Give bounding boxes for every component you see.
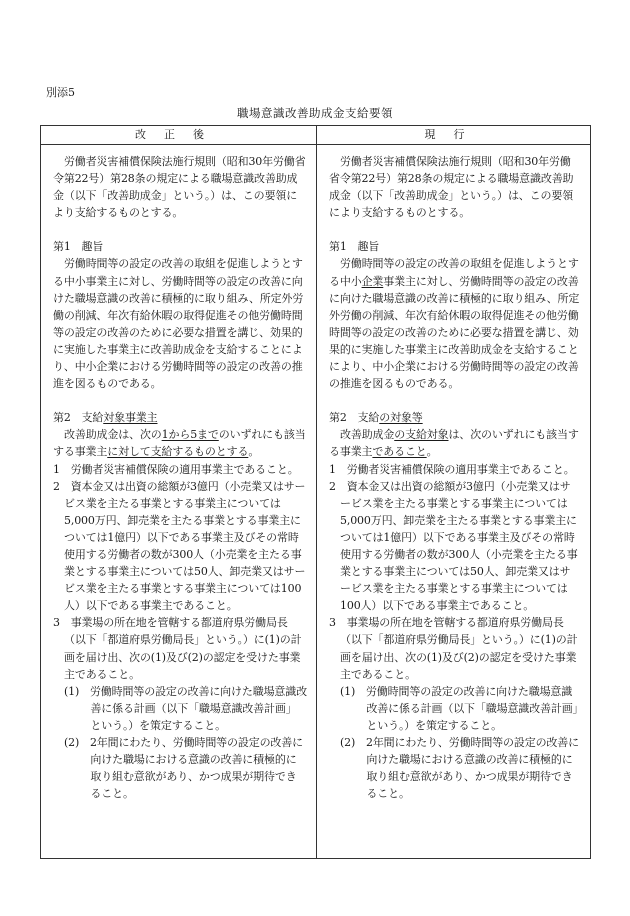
current-section1-body: 労働時間等の設定の改善の取組を促進しようとする中小企業事業主に対し、労働時間等の設定の改善に向けた職場意識の改善に積極的に取り組み、所定外労働の削減、年次有給休暇の取得促進その他労働時間等の設定の改善のために必要な措置を講じ、効果的に実施した事業主に改善助成金を支給することにより、中小企業における労働時間等の設定の改善の推進を図るものである。: [329, 257, 580, 391]
revised-item-1: 1 労働者災害補償保険の適用事業主であること。: [53, 462, 299, 476]
current-intro: 労働者災害補償保険法施行規則（昭和30年労働省令第22号）第28条の規定による職場意識改善助成金（以下「改善助成金」という。）は、この要領により支給するものとする。: [329, 155, 574, 220]
revised-column: [41, 145, 317, 859]
current-section2-heading: 第2 支給の対象等: [329, 411, 423, 425]
revised-column-header: 改正後: [41, 126, 317, 145]
revised-section2-heading: 第2 支給対象事業主: [53, 411, 158, 425]
current-subitem-1: (1) 労働時間等の設定の改善に向けた職場意識改善に係る計画（以下「職場意識改善計画」という。）を策定すること。: [340, 684, 578, 732]
revised-section1-heading: 第1 趣旨: [53, 240, 104, 254]
revised-item-3: 3 事業場の所在地を管轄する都道府県労働局長（以下「都道府県労働局長」という。）に(1)の計画を届け出、次の(1)及び(2)の認定を受けた事業主であること。: [53, 616, 302, 681]
revised-subitem-2: (2) 2年間にわたり、労働時間等の設定の改善に向けた職場における意識の改善に積極的に取り組む意欲があり、かつ成果が期待できること。: [64, 736, 303, 801]
revised-intro: 労働者災害補償保険法施行規則（昭和30年労働省令第22号）第28条の規定による職場意識改善助成金（以下「改善助成金」という。）は、この要領により支給するものとする。: [53, 155, 306, 220]
document-title: 職場意識改善助成金支給要領: [237, 106, 393, 120]
current-column-header: 現行: [317, 126, 591, 145]
current-section1-heading: 第1 趣旨: [329, 240, 380, 254]
current-item-1: 1 労働者災害補償保険の適用事業主であること。: [329, 462, 575, 476]
revised-section2-body: 改善助成金は、次の1から5までのいずれにも該当する事業主に対して支給するものとする。: [53, 428, 306, 459]
current-column: [317, 145, 591, 859]
current-section2-body: 改善助成金の支給対象は、次のいずれにも該当する事業主であること。: [329, 428, 579, 459]
revised-subitem-1: (1) 労働時間等の設定の改善に向けた職場意識改善に係る計画（以下「職場意識改善計画」という。）を策定すること。: [64, 684, 307, 732]
attachment-label: 別添5: [46, 86, 75, 99]
current-item-2: 2 資本金又は出資の総額が3億円（小売業又はサービス業を主たる事業とする事業主については5,000万円、卸売業を主たる事業とする事業主については1億円）以下である事業主及びその常時使用する労働者の数が300人（小売業を主たる事業とする事業主については50人、卸売業又はサービス業を主たる事業とする事業主については100人）以下である事業主であること。: [329, 479, 578, 613]
comparison-table: [40, 125, 591, 859]
revised-section1-body: 労働時間等の設定の改善の取組を促進しようとする中小事業主に対し、労働時間等の設定の改善に向けた職場意識の改善に積極的に取り組み、所定外労働の削減、年次有給休暇の取得促進その他労働時間等の設定の改善のために必要な措置を講じ、効果的に実施した事業主に改善助成金を支給することにより、中小企業における労働時間等の設定の改善の推進を図るものである。: [53, 257, 304, 391]
current-subitem-2: (2) 2年間にわたり、労働時間等の設定の改善に向けた職場における意識の改善に積極的に取り組む意欲があり、かつ成果が期待できること。: [340, 736, 579, 801]
revised-item-2: 2 資本金又は出資の総額が3億円（小売業又はサービス業を主たる事業とする事業主については5,000万円、卸売業を主たる事業とする事業主については1億円）以下である事業主及びその常時使用する労働者の数が300人（小売業を主たる事業とする事業主については50人、卸売業又はサービス業を主たる事業とする事業主については100人）以下である事業主であること。: [53, 479, 306, 613]
current-item-3: 3 事業場の所在地を管轄する都道府県労働局長（以下「都道府県労働局長」という。）に(1)の計画を届け出、次の(1)及び(2)の認定を受けた事業主であること。: [329, 616, 578, 681]
